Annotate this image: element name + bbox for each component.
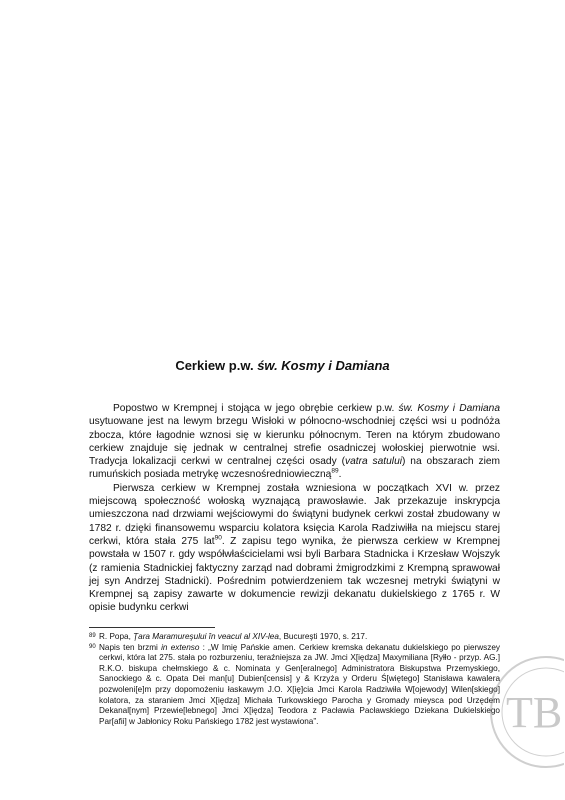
footnote-divider [89,627,215,628]
footnote-text [99,632,500,643]
fn90-italic: in extenso [161,642,200,652]
fn89-text-1: R. Popa, [99,632,134,641]
p1-text-2: usytuowane jest na lewym brzegu Wisłoki w północno-wschodniej części wsi u podnóża zbocza, które łagodnie wznosi się w kierunku północnym. Teren na którym zbudowano cerkiew znajduje się jednak w centralnej strefie osadniczej wołoskiej pierwotnie wsi. Tradycja lokalizacji cerkwi w centralnej części osady ( [89,416,500,468]
fn89-italic: Ţara Maramureşului în veacul al XIV-lea [133,632,279,641]
title-prefix: Cerkiew p.w. [175,358,258,373]
p2-text-1: Pierwsza cerkiew w Krempnej została wzniesiona w początkach XVI w. przez miejscową społeczność wołoską wyznającą prawosławie. Jak przekazuje inskrypcja umieszczona nad drzwiami wejściowymi do świątyni budynek cerkwi został zbudowany w 1782 r. dzięki finansowemu wsparciu kolatora księcia Karola Radziwiłła na miejscu starej cerkwi, która stała 275 lat [89,482,500,547]
footnote-89 [89,632,500,643]
footnote-ref-89[interactable]: 89 [331,468,339,476]
p1-text-4: . [338,469,342,481]
footnote-ref-90[interactable]: 90 [214,534,222,542]
paragraph-2 [89,482,500,615]
archive-stamp-watermark [484,632,564,792]
stamp-letters: TB [506,688,563,737]
paragraph-1 [89,402,500,482]
footnote-number: 89 [89,633,96,639]
section-title [0,358,565,373]
body-text [89,402,500,615]
p1-italic-2: vatra satului [344,456,402,468]
p1-italic-1: św. Kosmy i Damiana [398,403,500,414]
footnotes [89,632,500,727]
p2-text-2: . Z zapisu tego wynika, że pierwsza cerkiew w Krempnej powstała w 1507 r. gdy współwłaścicielami wsi byli Barbara Stadnicka i Krzesław Wojszyk (z ramienia Stadnickiej faktyczny zarząd nad dobrami żmigrodzkimi z Krempną sprawował jej syn Andrzej Stadnicki). Pośrednim potwierdzeniem tak wczesnej metryki świątyni w Krempnej są zapisy zawarte w dokumencie rewizji dekanatu dukielskiego z 1765 r. W opisie budynku cerkwi [89,535,500,614]
footnote-90 [89,643,500,728]
footnote-text [99,643,500,728]
footnote-number: 90 [89,643,96,650]
title-italic: św. Kosmy i Damiana [257,358,390,373]
fn90-text-1: Napis ten brzmi [99,642,162,652]
fn90-text-2: : „W Imię Pańskie amen. Cerkiew kremska dekanatu dukielskiego po pierwszey cerkwi, która lat 275. stała po rozburzeniu, teraźniejsza za JW. Jmci X[iędza] Maxymiliana [Ryłło - przyp. AG.] R.K.O. biskupa chełmskiego & c. Nominata y Gen[eralnego] Administratora Biskupstwa Przemyskiego, Sanockiego & c. Opata Dei man[u] Dubien[censis] y & Krzyża y Orderu Ś[więtego] Stanisława kawalera pozwoleni[e]m przy dopomożeniu łaskawym J.O. X[ię]cia Jmci Karola Radziwiła W[ojewody] Wilen[skiego] kolatora, za staraniem Jmci X[iędza] Michała Turkowskiego Parocha y Gromady mieysca pod Urzędem Dekanal[nym] Przewie[lebnego] Jmci X[iędza] Teodora z Pacławia Pacławskiego Dziekana Dukielskiego Par[afii] w Jabłonicy Roku Pańskiego 1782 jest wystawiona”. [99,642,501,726]
p1-text-1: Popostwo w Krempnej i stojąca w jego obrębie cerkiew p.w. [113,403,399,414]
p1-text-3: ) na obszarach ziem rumuńskich posiada metrykę wczesnośredniowieczną [89,456,500,481]
fn89-text-2: , Bucureşti 1970, s. 217. [278,632,368,641]
